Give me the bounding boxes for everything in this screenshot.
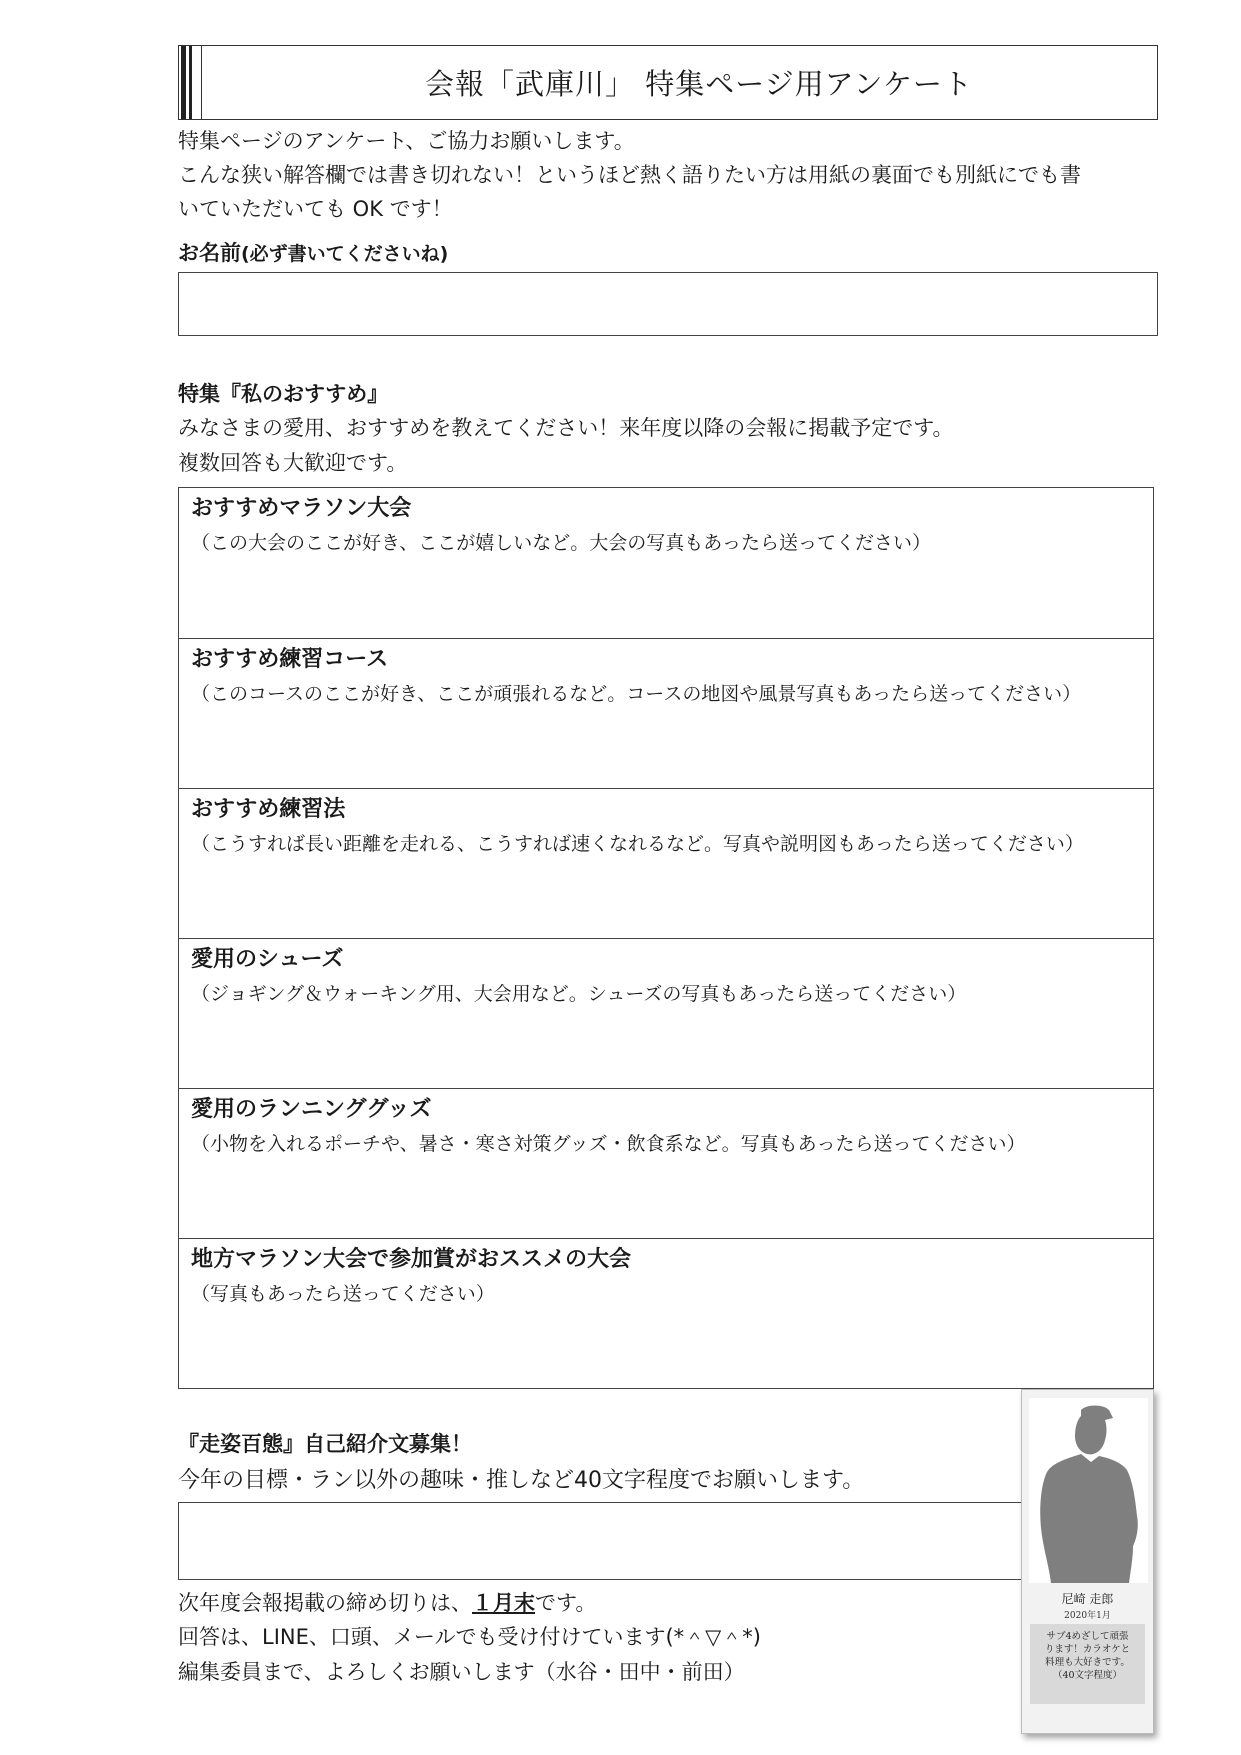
item-title: 愛用のシューズ: [191, 947, 344, 972]
card-message-line: （40文字程度）: [1052, 1670, 1123, 1681]
card-message-line: サブ4めざして頑張: [1046, 1631, 1129, 1642]
item-title: 愛用のランニンググッズ: [191, 1097, 432, 1122]
item-note: （このコースのここが好き、ここが頑張れるなど。コースの地図や風景写真もあったら送ってください）: [191, 683, 1082, 705]
feature-desc-1: みなさまの愛用、おすすめを教えてください！来年度以降の会報に掲載予定です。: [178, 416, 954, 440]
deadline-suffix: です。: [535, 1591, 597, 1615]
intro-line-1: 特集ページのアンケート、ご協力お願いします。: [178, 129, 635, 153]
self-intro-desc: 今年の目標・ラン以外の趣味・推しなど40文字程度でお願いします。: [178, 1468, 865, 1493]
intro-line-3: いていただいても OK です！: [178, 197, 453, 221]
item-note: （ジョギング＆ウォーキング用、大会用など。シューズの写真もあったら送ってください）: [191, 983, 967, 1005]
deadline-line: [178, 1586, 596, 1620]
title-box: [178, 45, 1158, 120]
item-title: おすすめ練習法: [191, 797, 346, 822]
item-note: （この大会のここが好き、ここが嬉しいなど。大会の写真もあったら送ってください）: [191, 532, 932, 554]
feature-desc-2: 複数回答も大歓迎です。: [178, 451, 408, 475]
name-label: お名前: [178, 241, 241, 265]
deadline-value: １月末: [472, 1591, 535, 1615]
name-input-box[interactable]: [178, 272, 1158, 336]
contact-line: 回答は、LINE、口頭、メールでも受け付けています(*＾▽＾*): [178, 1625, 761, 1649]
answer-box-goods[interactable]: [179, 1088, 1153, 1238]
answer-box-training[interactable]: [179, 788, 1153, 938]
name-label-row: [178, 236, 448, 271]
item-title: おすすめ練習コース: [191, 647, 389, 672]
self-intro-input-box[interactable]: [178, 1502, 1026, 1580]
answer-box-local-marathon[interactable]: [179, 1238, 1153, 1388]
answer-box-marathon[interactable]: [179, 488, 1153, 638]
intro-line-2: こんな狭い解答欄では書き切れない！というほど熱く語りたい方は用紙の裏面でも別紙にでも書: [178, 163, 1081, 187]
name-note: (必ず書いてくださいね): [241, 243, 449, 265]
editors-line: 編集委員まで、よろしくお願いします（水谷・田中・前田）: [178, 1660, 745, 1684]
card-message-line: 料理も大好きです。: [1045, 1657, 1130, 1668]
recommendation-table: [178, 487, 1154, 1389]
item-note: （小物を入れるポーチや、暑さ・寒さ対策グッズ・飲食系など。写真もあったら送ってください）: [191, 1133, 1026, 1155]
item-title: 地方マラソン大会で参加賞がおススメの大会: [191, 1247, 632, 1272]
card-date: 2020年1月: [1064, 1611, 1111, 1621]
deadline-prefix: 次年度会報掲載の締め切りは、: [178, 1591, 472, 1615]
page-title: 会報「武庫川」 特集ページ用アンケート: [425, 67, 973, 101]
answer-box-shoes[interactable]: [179, 938, 1153, 1088]
card-name: 尼崎 走郎: [1061, 1592, 1114, 1606]
feature-heading: 特集『私のおすすめ』: [178, 382, 389, 406]
silhouette-photo: [1029, 1398, 1148, 1583]
card-message-line: ります！カラオケと: [1044, 1644, 1131, 1655]
self-intro-heading: 『走姿百態』自己紹介文募集！: [178, 1432, 472, 1456]
title-bar-decoration: [179, 46, 202, 119]
card-message: [1030, 1624, 1145, 1704]
sample-profile-card: [1021, 1389, 1154, 1734]
item-title: おすすめマラソン大会: [191, 496, 412, 521]
answer-box-course[interactable]: [179, 638, 1153, 788]
person-silhouette-icon: [1029, 1398, 1148, 1583]
item-note: （こうすれば長い距離を走れる、こうすれば速くなれるなど。写真や説明図もあったら送ってください）: [191, 833, 1084, 855]
item-note: （写真もあったら送ってください）: [191, 1283, 495, 1305]
